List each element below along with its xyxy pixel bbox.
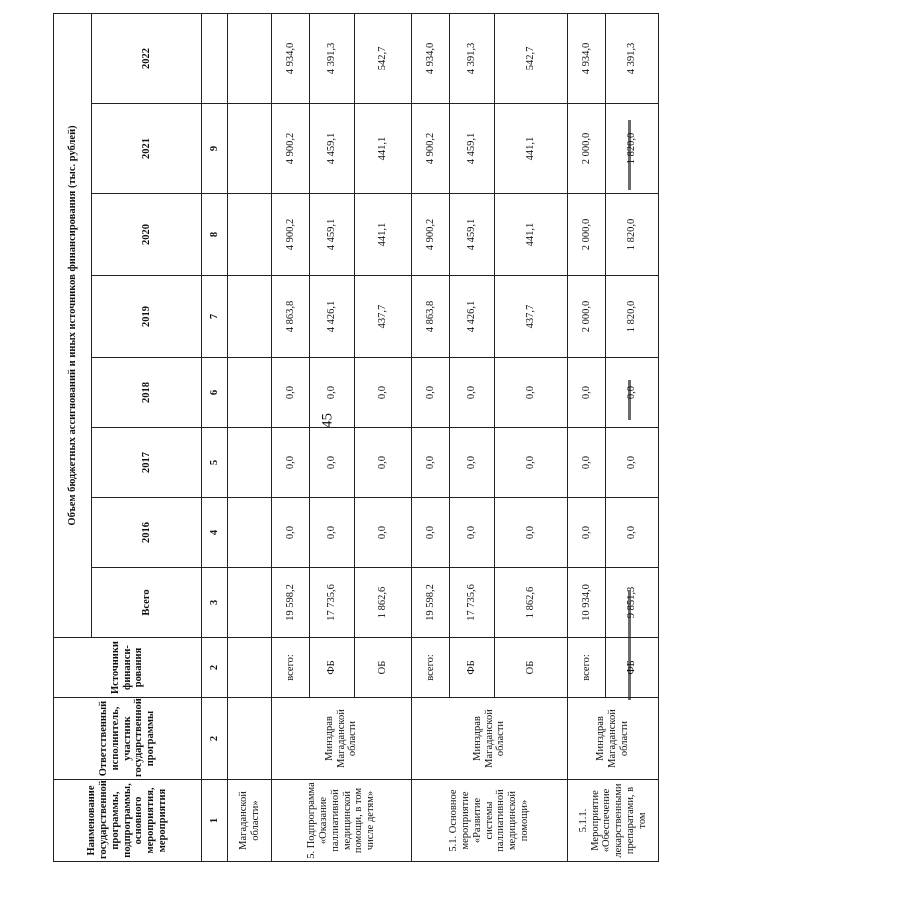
year-value: 0,0 — [568, 358, 606, 428]
year-value: 441,1 — [495, 104, 568, 194]
year-value: 2 000,0 — [568, 276, 606, 358]
year-value: 0,0 — [606, 428, 659, 498]
total-value: 9 851,3 — [606, 568, 659, 638]
continuation-name: Магаданской области» — [228, 780, 272, 862]
year-value: 0,0 — [495, 428, 568, 498]
year-value: 4 459,1 — [450, 194, 495, 276]
table-row — [272, 13, 310, 861]
total-value: 1 862,6 — [495, 568, 568, 638]
year-value: 4 863,8 — [412, 276, 450, 358]
table-rotation-frame — [53, 14, 901, 859]
column-number: 4 — [202, 498, 228, 568]
year-value: 542,7 — [355, 13, 412, 103]
funding-source: всего: — [272, 638, 310, 698]
year-value: 4 900,2 — [272, 194, 310, 276]
year-value: 4 934,0 — [412, 13, 450, 103]
header-year: 2016 — [92, 498, 202, 568]
year-value: 0,0 — [495, 498, 568, 568]
funding-source: ФБ — [450, 638, 495, 698]
table-row — [412, 13, 450, 861]
empty-cell — [228, 194, 272, 276]
year-value: 4 426,1 — [450, 276, 495, 358]
year-value: 4 459,1 — [310, 104, 355, 194]
year-value: 4 900,2 — [412, 104, 450, 194]
header-source: Источники финанси-рования — [54, 638, 202, 698]
year-value: 0,0 — [355, 498, 412, 568]
column-number: 5 — [202, 428, 228, 498]
financing-table — [53, 13, 659, 862]
responsible-executor: Минздрав Магаданской области — [568, 698, 659, 780]
year-value: 2 000,0 — [568, 104, 606, 194]
funding-source: ФБ — [310, 638, 355, 698]
header-year: 2022 — [92, 13, 202, 103]
column-number: 7 — [202, 276, 228, 358]
year-value: 4 900,2 — [412, 194, 450, 276]
year-value: 0,0 — [606, 358, 659, 428]
responsible-executor: Минздрав Магаданской области — [412, 698, 568, 780]
year-value: 4 934,0 — [272, 13, 310, 103]
year-value: 4 459,1 — [450, 104, 495, 194]
header-financing-group: Объем бюджетных ассигнований и иных источников финансирования (тыс. рублей) — [54, 13, 92, 637]
funding-source: ОБ — [495, 638, 568, 698]
year-value: 2 000,0 — [568, 194, 606, 276]
funding-source: всего: — [412, 638, 450, 698]
header-year: 2018 — [92, 358, 202, 428]
year-value: 0,0 — [568, 428, 606, 498]
year-value: 441,1 — [495, 194, 568, 276]
year-value: 0,0 — [568, 498, 606, 568]
year-value: 4 459,1 — [310, 194, 355, 276]
table-row — [568, 13, 606, 861]
year-value: 4 426,1 — [310, 276, 355, 358]
program-name: 5.1. Основное мероприятие «Развитие системы паллиативной медицинской помощи» — [412, 780, 568, 862]
year-value: 4 391,3 — [606, 13, 659, 103]
column-number — [202, 13, 228, 103]
year-value: 437,7 — [495, 276, 568, 358]
empty-cell — [228, 498, 272, 568]
header-year: 2020 — [92, 194, 202, 276]
empty-cell — [228, 13, 272, 103]
empty-cell — [228, 428, 272, 498]
year-value: 0,0 — [450, 498, 495, 568]
column-number: 9 — [202, 104, 228, 194]
year-value: 0,0 — [310, 428, 355, 498]
funding-source: ОБ — [355, 638, 412, 698]
year-value: 0,0 — [310, 358, 355, 428]
empty-cell — [228, 568, 272, 638]
header-total: Всего — [92, 568, 202, 638]
year-value: 4 863,8 — [272, 276, 310, 358]
header-year: 2021 — [92, 104, 202, 194]
empty-cell — [228, 638, 272, 698]
empty-cell — [228, 698, 272, 780]
year-value: 1 820,0 — [606, 104, 659, 194]
column-number: 2 — [202, 698, 228, 780]
funding-source: ФБ — [606, 638, 659, 698]
funding-source: всего: — [568, 638, 606, 698]
year-value: 0,0 — [412, 428, 450, 498]
total-value: 10 934,0 — [568, 568, 606, 638]
empty-cell — [228, 104, 272, 194]
year-value: 0,0 — [355, 428, 412, 498]
year-value: 0,0 — [450, 358, 495, 428]
year-value: 0,0 — [272, 358, 310, 428]
year-value: 0,0 — [606, 498, 659, 568]
year-value: 441,1 — [355, 104, 412, 194]
year-value: 437,7 — [355, 276, 412, 358]
column-number: 1 — [202, 780, 228, 862]
year-value: 4 900,2 — [272, 104, 310, 194]
total-value: 19 598,2 — [272, 568, 310, 638]
year-value: 0,0 — [310, 498, 355, 568]
column-number: 8 — [202, 194, 228, 276]
responsible-executor: Минздрав Магаданской области — [272, 698, 412, 780]
header-year: 2019 — [92, 276, 202, 358]
empty-cell — [228, 358, 272, 428]
total-value: 19 598,2 — [412, 568, 450, 638]
year-value: 4 934,0 — [568, 13, 606, 103]
year-value: 1 820,0 — [606, 276, 659, 358]
header-responsible: Ответственный исполнитель, участник государственной программы — [54, 698, 202, 780]
year-value: 4 391,3 — [450, 13, 495, 103]
year-value: 0,0 — [412, 358, 450, 428]
column-number: 6 — [202, 358, 228, 428]
total-value: 17 735,6 — [450, 568, 495, 638]
total-value: 1 862,6 — [355, 568, 412, 638]
total-value: 17 735,6 — [310, 568, 355, 638]
year-value: 542,7 — [495, 13, 568, 103]
program-name: 5. Подпрограмма «Оказание паллиативной медицинской помощи, в том числе детям» — [272, 780, 412, 862]
year-value: 0,0 — [412, 498, 450, 568]
year-value: 0,0 — [272, 428, 310, 498]
year-value: 0,0 — [450, 428, 495, 498]
year-value: 441,1 — [355, 194, 412, 276]
header-year: 2017 — [92, 428, 202, 498]
year-value: 0,0 — [495, 358, 568, 428]
column-number: 3 — [202, 568, 228, 638]
year-value: 0,0 — [355, 358, 412, 428]
year-value: 4 391,3 — [310, 13, 355, 103]
year-value: 0,0 — [272, 498, 310, 568]
program-name: 5.1.1. Мероприятие «Обеспечение лекарственными препаратами, в том — [568, 780, 659, 862]
header-name: Наименование государственной программы, подпрограммы, основного мероприятия, мероприятия — [54, 780, 202, 862]
column-number: 2 — [202, 638, 228, 698]
year-value: 1 820,0 — [606, 194, 659, 276]
page-number: 45 — [319, 413, 336, 428]
empty-cell — [228, 276, 272, 358]
